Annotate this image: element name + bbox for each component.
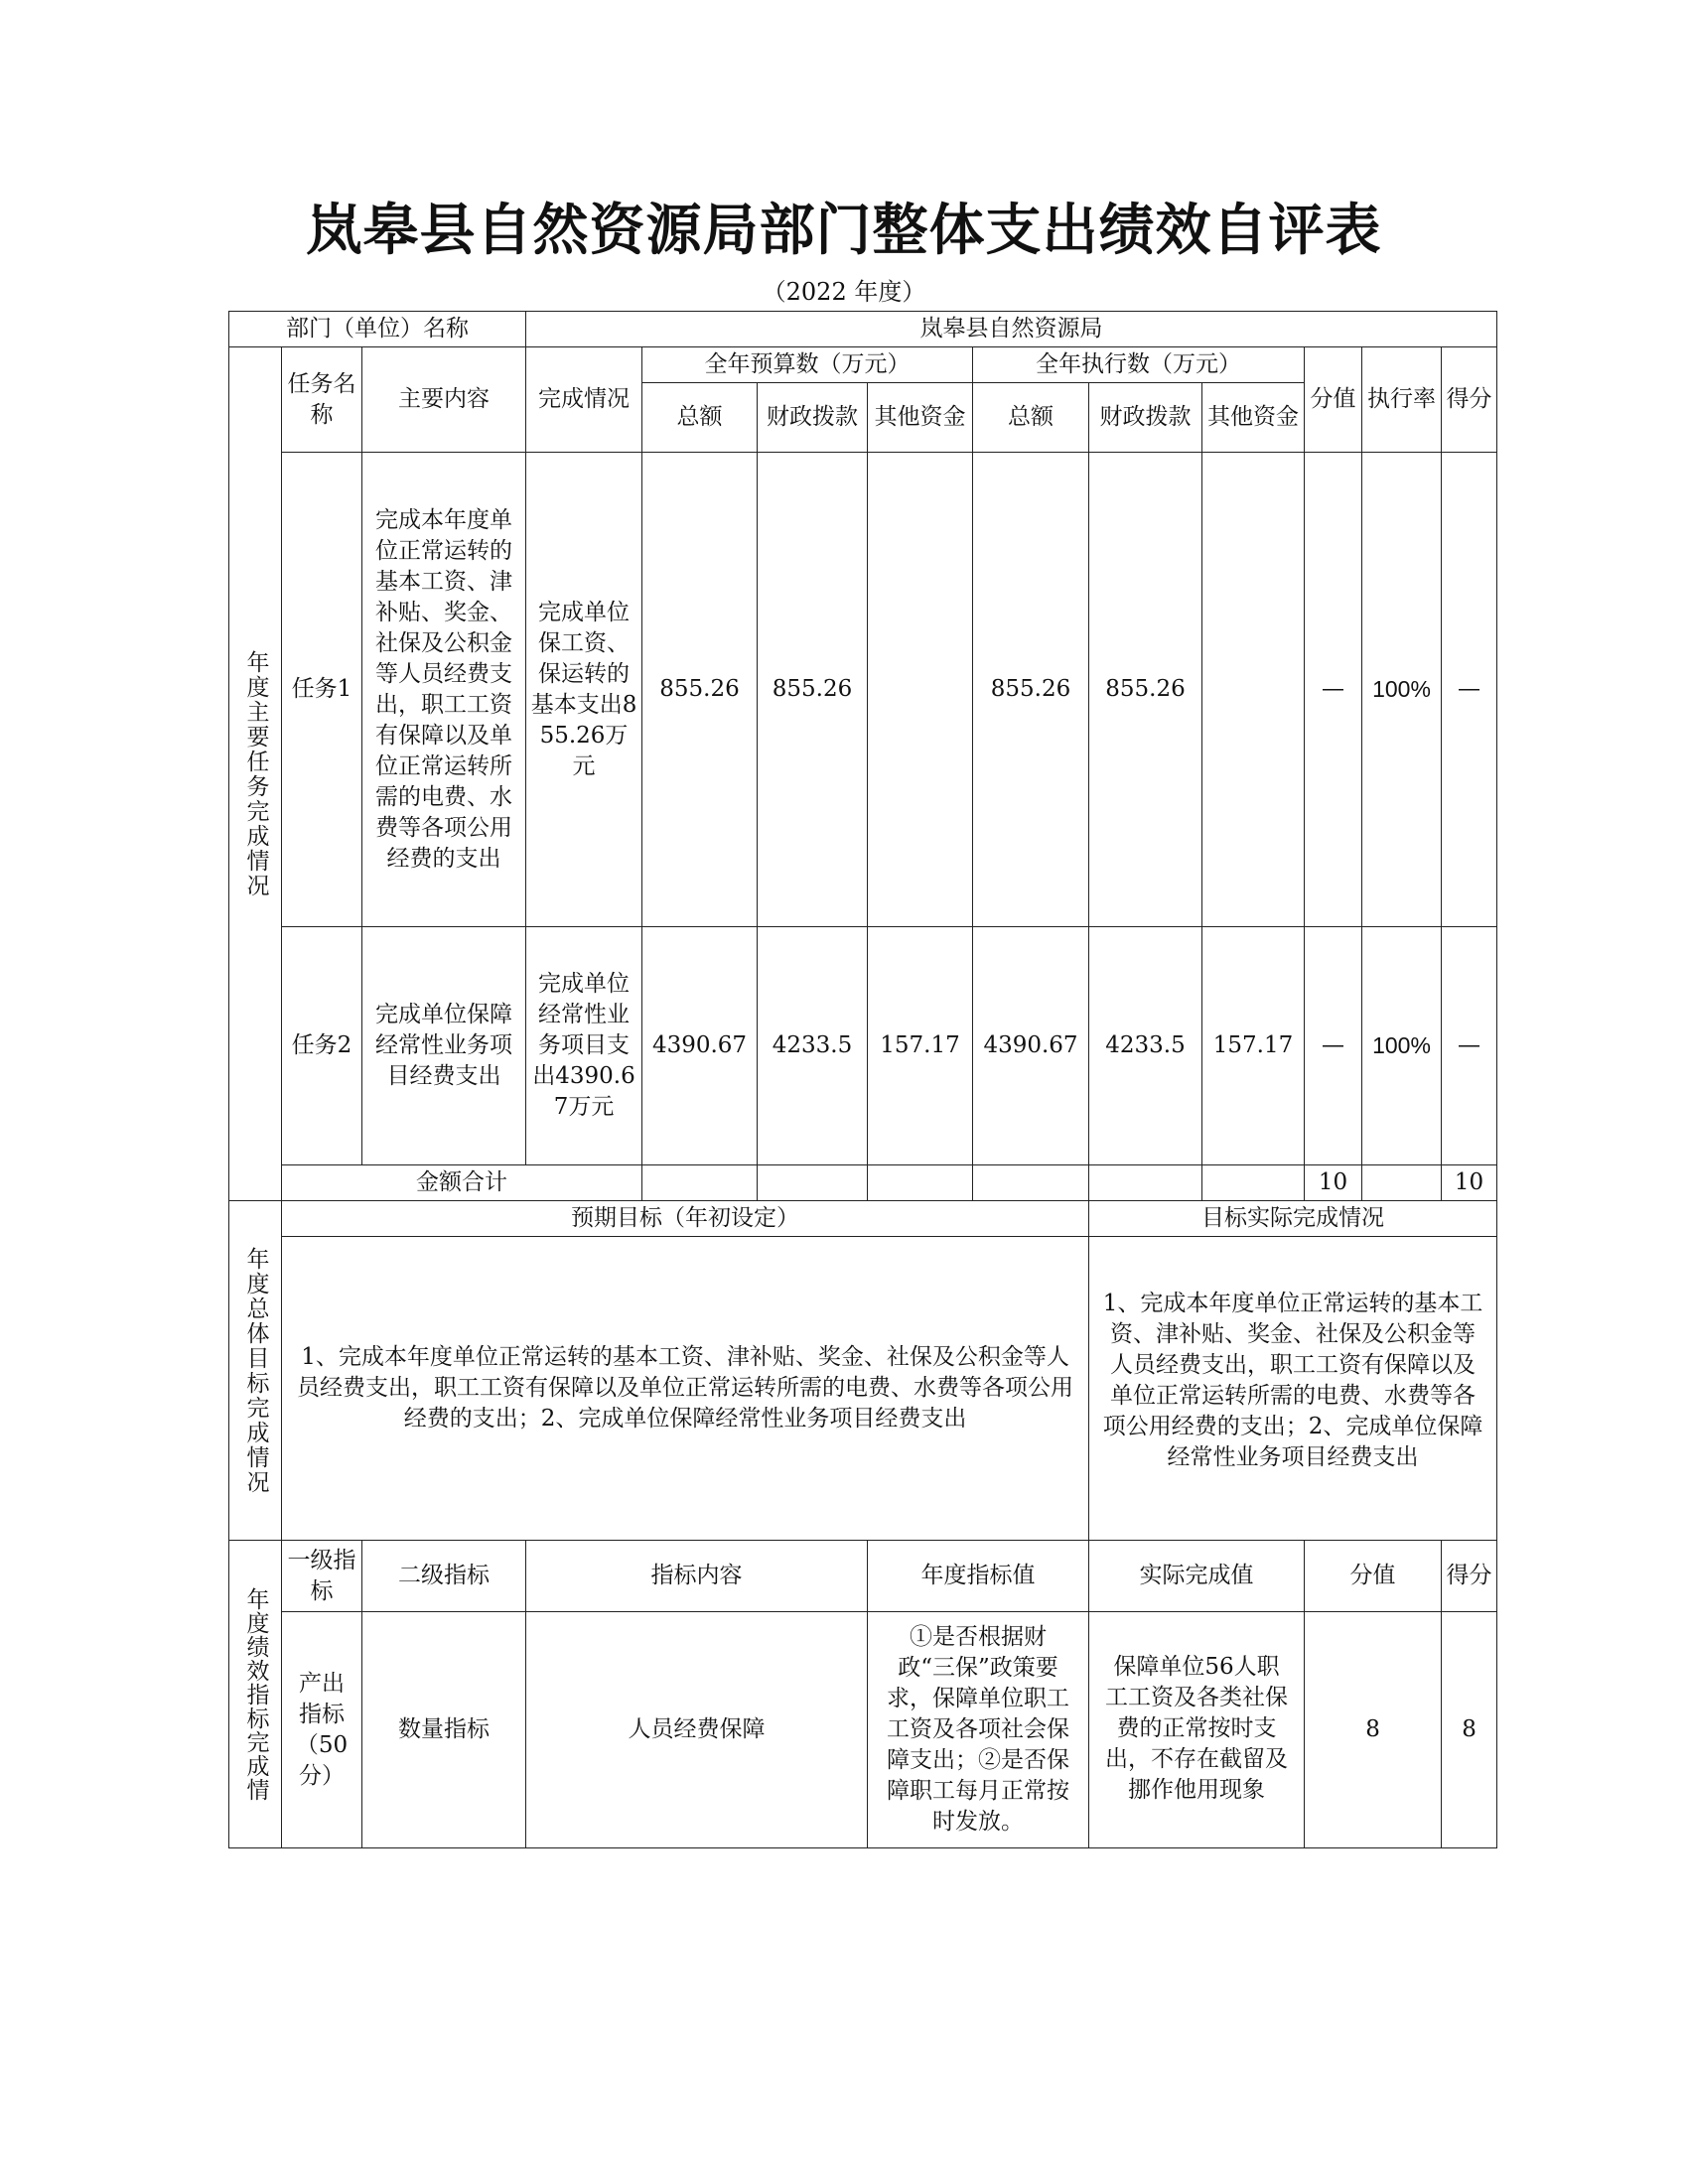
col-exec-total: 总额 — [973, 383, 1089, 453]
page-title: 岚皋县自然资源局部门整体支出绩效自评表 — [306, 198, 1382, 263]
dept-label: 部门（单位）名称 — [229, 312, 526, 347]
indicators-side-label: 年度绩效指标完成情 — [229, 1541, 282, 1848]
task-completion: 完成单位经常性业务项目支出4390.67万元 — [526, 927, 642, 1165]
dept-name: 岚皋县自然资源局 — [526, 312, 1497, 347]
dept-row — [229, 312, 1497, 347]
sum-cell — [1362, 1165, 1442, 1201]
sum-cell — [1202, 1165, 1305, 1201]
col-exec-fiscal: 财政拨款 — [1089, 383, 1202, 453]
indicator-actual: 保障单位56人职工工资及各类社保费的正常按时支出，不存在截留及挪作他用现象 — [1089, 1612, 1305, 1848]
actual-goal-text: 1、完成本年度单位正常运转的基本工资、津补贴、奖金、社保及公积金等人员经费支出，职工工资有保障以及单位正常运转所需的电费、水费等各项公用经费的支出；2、完成单位保障经常性业务项目经费支出 — [1089, 1237, 1497, 1541]
exec-rate-value: 100% — [1362, 453, 1442, 927]
budget-total-value: 855.26 — [642, 453, 758, 927]
indicator-score-value: 8 — [1305, 1612, 1442, 1848]
goals-header-row — [229, 1201, 1497, 1237]
col-budget-group: 全年预算数（万元） — [642, 347, 973, 383]
sum-score-value: 10 — [1305, 1165, 1362, 1201]
task-header-row-1 — [229, 347, 1497, 383]
task-row — [229, 927, 1497, 1165]
col-task-name: 任务名称 — [282, 347, 362, 453]
sum-cell — [1089, 1165, 1202, 1201]
task-completion: 完成单位保工资、保运转的基本支出855.26万元 — [526, 453, 642, 927]
col-exec-rate: 执行率 — [1362, 347, 1442, 453]
indicator-score: 8 — [1442, 1612, 1497, 1848]
score-value: — — [1305, 453, 1362, 927]
indicators-header-row — [229, 1541, 1497, 1612]
tasks-side-label: 年度主要任务完成情况 — [229, 347, 282, 1201]
col-annual-target: 年度指标值 — [868, 1541, 1089, 1612]
sum-score: 10 — [1442, 1165, 1497, 1201]
goals-side-label: 年度总体目标完成情况 — [229, 1201, 282, 1541]
expected-goal-header: 预期目标（年初设定） — [282, 1201, 1089, 1237]
col-ind-score-value: 分值 — [1305, 1541, 1442, 1612]
col-budget-fiscal: 财政拨款 — [758, 383, 868, 453]
col-indicator-content: 指标内容 — [526, 1541, 868, 1612]
exec-fiscal-value: 4233.5 — [1089, 927, 1202, 1165]
exec-other-value — [1202, 453, 1305, 927]
indicator-target: ①是否根据财政“三保”政策要求，保障单位职工工资及各项社会保障支出；②是否保障职工每月正常按时发放。 — [868, 1612, 1089, 1848]
sum-label: 金额合计 — [282, 1165, 642, 1201]
exec-rate-value: 100% — [1362, 927, 1442, 1165]
exec-total-value: 855.26 — [973, 453, 1089, 927]
col-main-content: 主要内容 — [362, 347, 526, 453]
sum-cell — [868, 1165, 973, 1201]
task-content: 完成本年度单位正常运转的基本工资、津补贴、奖金、社保及公积金等人员经费支出，职工工资有保障以及单位正常运转所需的电费、水费等各项公用经费的支出 — [362, 453, 526, 927]
indicator-row — [229, 1612, 1497, 1848]
col-completion: 完成情况 — [526, 347, 642, 453]
budget-other-value — [868, 453, 973, 927]
col-level2: 二级指标 — [362, 1541, 526, 1612]
exec-total-value: 4390.67 — [973, 927, 1089, 1165]
score-value: — — [1305, 927, 1362, 1165]
col-level1: 一级指标 — [282, 1541, 362, 1612]
col-budget-other: 其他资金 — [868, 383, 973, 453]
sum-cell — [758, 1165, 868, 1201]
evaluation-table — [228, 311, 1497, 1848]
budget-fiscal-value: 855.26 — [758, 453, 868, 927]
exec-other-value: 157.17 — [1202, 927, 1305, 1165]
sum-row — [229, 1165, 1497, 1201]
budget-other-value: 157.17 — [868, 927, 973, 1165]
col-actual-value: 实际完成值 — [1089, 1541, 1305, 1612]
budget-total-value: 4390.67 — [642, 927, 758, 1165]
col-budget-total: 总额 — [642, 383, 758, 453]
col-score: 得分 — [1442, 347, 1497, 453]
col-ind-score: 得分 — [1442, 1541, 1497, 1612]
goals-content-row — [229, 1237, 1497, 1541]
budget-fiscal-value: 4233.5 — [758, 927, 868, 1165]
task-row — [229, 453, 1497, 927]
task-name: 任务1 — [282, 453, 362, 927]
year-subtitle: （2022 年度） — [762, 278, 926, 306]
expected-goal-text: 1、完成本年度单位正常运转的基本工资、津补贴、奖金、社保及公积金等人员经费支出，职工工资有保障以及单位正常运转所需的电费、水费等各项公用经费的支出；2、完成单位保障经常性业务项目经费支出 — [282, 1237, 1089, 1541]
col-exec-other: 其他资金 — [1202, 383, 1305, 453]
actual-goal-header: 目标实际完成情况 — [1089, 1201, 1497, 1237]
exec-fiscal-value: 855.26 — [1089, 453, 1202, 927]
score: — — [1442, 927, 1497, 1165]
sum-cell — [973, 1165, 1089, 1201]
indicator-level2: 数量指标 — [362, 1612, 526, 1848]
task-name: 任务2 — [282, 927, 362, 1165]
col-exec-group: 全年执行数（万元） — [973, 347, 1305, 383]
col-score-value: 分值 — [1305, 347, 1362, 453]
sum-cell — [642, 1165, 758, 1201]
indicator-content: 人员经费保障 — [526, 1612, 868, 1848]
score: — — [1442, 453, 1497, 927]
task-content: 完成单位保障经常性业务项目经费支出 — [362, 927, 526, 1165]
indicator-level1: 产出指标（50分） — [282, 1612, 362, 1848]
